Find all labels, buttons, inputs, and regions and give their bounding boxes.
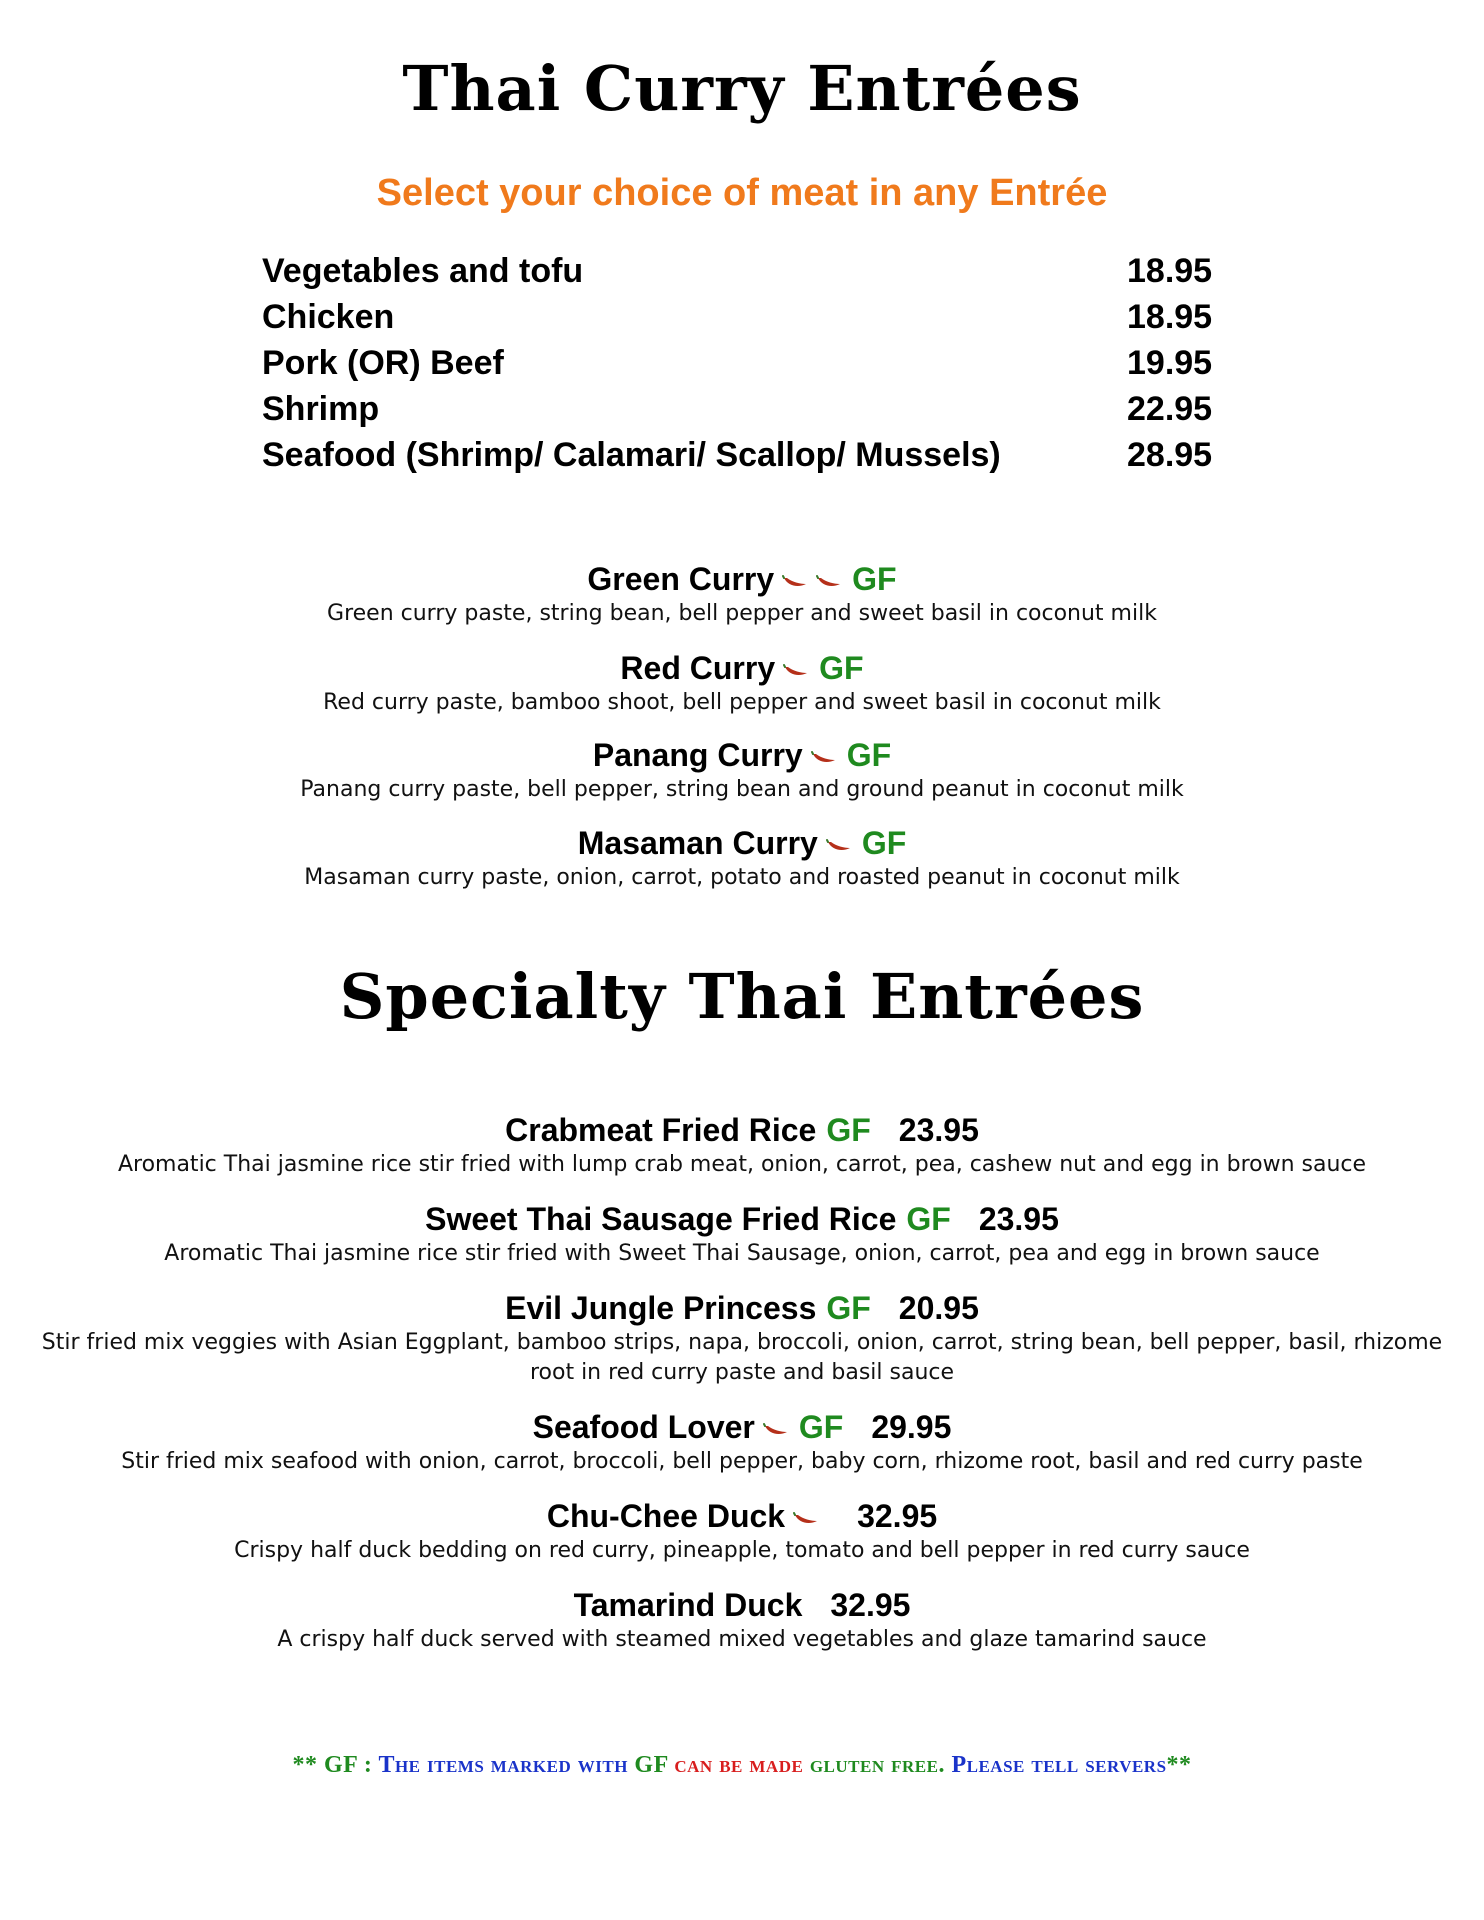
dish-name: Chu-Chee Duck bbox=[546, 1498, 786, 1534]
dish-name: Crabmeat Fried Rice bbox=[505, 1112, 817, 1148]
chili-pepper-icon bbox=[811, 751, 837, 765]
gluten-free-badge: GF bbox=[861, 825, 907, 861]
meat-row bbox=[262, 294, 1217, 340]
meat-price-list bbox=[262, 248, 1217, 478]
meat-name: Chicken bbox=[262, 298, 395, 336]
dish-description: Stir fried mix veggies with Asian Eggplant, bamboo strips, napa, broccoli, onion, carrot, string bean, bell pepper, basil, rhizome root in red curry paste and basil sauce bbox=[41, 1330, 1443, 1385]
dish-description: Masaman curry paste, onion, carrot, potato and roasted peanut in coconut milk bbox=[304, 865, 1180, 890]
gluten-free-footer-note bbox=[0, 1752, 1484, 1779]
dish-description: Aromatic Thai jasmine rice stir fried with lump crab meat, onion, carrot, pea, cashew nut and egg in brown sauce bbox=[117, 1152, 1367, 1177]
gluten-free-badge: GF bbox=[846, 737, 892, 773]
dish-name: Tamarind Duck bbox=[573, 1587, 803, 1623]
meat-price: 18.95 bbox=[1127, 298, 1213, 336]
dish-description: Aromatic Thai jasmine rice stir fried with Sweet Thai Sausage, onion, carrot, pea and egg in brown sauce bbox=[164, 1241, 1320, 1266]
meat-name: Pork (OR) Beef bbox=[262, 344, 504, 382]
dish-name: Sweet Thai Sausage Fried Rice bbox=[425, 1201, 897, 1237]
footer-text: can be made bbox=[674, 1752, 810, 1778]
dish-price: 29.95 bbox=[871, 1409, 952, 1445]
dish-name: Evil Jungle Princess bbox=[505, 1290, 817, 1326]
gluten-free-badge: GF bbox=[826, 1290, 871, 1326]
dish-price: 23.95 bbox=[898, 1112, 979, 1148]
dish-price: 20.95 bbox=[898, 1290, 979, 1326]
footer-text: gluten free. bbox=[809, 1752, 952, 1778]
meat-name: Vegetables and tofu bbox=[262, 252, 584, 290]
meat-row bbox=[262, 340, 1217, 386]
footer-gf-prefix: ** GF : bbox=[292, 1752, 379, 1778]
footer-text: The items marked with bbox=[378, 1752, 635, 1778]
meat-row bbox=[262, 248, 1217, 294]
specialty-item bbox=[0, 1288, 1484, 1388]
specialty-item bbox=[0, 1110, 1484, 1180]
dish-name: Masaman Curry bbox=[577, 825, 818, 861]
specialty-item bbox=[0, 1496, 1484, 1566]
dish-description: Stir fried mix seafood with onion, carrot, broccoli, bell pepper, baby corn, rhizome root, basil and red curry paste bbox=[121, 1449, 1363, 1474]
footer-text: Please tell servers bbox=[951, 1752, 1167, 1778]
footer-gf: GF bbox=[634, 1752, 675, 1778]
curry-section-title: Thai Curry Entrées bbox=[402, 52, 1082, 125]
chili-pepper-icon bbox=[816, 575, 842, 589]
dish-description: A crispy half duck served with steamed mixed vegetables and glaze tamarind sauce bbox=[277, 1627, 1207, 1652]
dish-name: Panang Curry bbox=[592, 737, 803, 773]
meat-name: Seafood (Shrimp/ Calamari/ Scallop/ Mussels) bbox=[262, 436, 1001, 474]
curry-section-subtitle: Select your choice of meat in any Entrée bbox=[376, 172, 1108, 214]
gluten-free-badge: GF bbox=[819, 650, 864, 686]
chili-pepper-icon bbox=[782, 575, 808, 589]
dish-name: Red Curry bbox=[620, 650, 776, 686]
curry-item-green bbox=[0, 559, 1484, 629]
specialty-section-title: Specialty Thai Entrées bbox=[339, 960, 1145, 1033]
chili-pepper-icon bbox=[826, 839, 852, 853]
gluten-free-badge: GF bbox=[852, 561, 897, 597]
meat-price: 22.95 bbox=[1127, 390, 1213, 428]
dish-description: Panang curry paste, bell pepper, string bean and ground peanut in coconut milk bbox=[300, 777, 1184, 802]
specialty-item bbox=[0, 1585, 1484, 1655]
specialty-item bbox=[0, 1407, 1484, 1477]
footer-suffix: ** bbox=[1166, 1752, 1192, 1778]
gluten-free-badge: GF bbox=[798, 1409, 844, 1445]
curry-item-masaman bbox=[0, 823, 1484, 893]
dish-price: 32.95 bbox=[830, 1587, 911, 1623]
dish-description: Red curry paste, bamboo shoot, bell pepper and sweet basil in coconut milk bbox=[323, 690, 1161, 715]
dish-description: Green curry paste, string bean, bell pepper and sweet basil in coconut milk bbox=[327, 601, 1157, 626]
dish-price: 23.95 bbox=[978, 1201, 1059, 1237]
curry-item-panang bbox=[0, 735, 1484, 805]
meat-name: Shrimp bbox=[262, 390, 380, 428]
specialty-item bbox=[0, 1199, 1484, 1269]
chili-pepper-icon bbox=[793, 1512, 819, 1526]
chili-pepper-icon bbox=[783, 664, 809, 678]
dish-name: Seafood Lover bbox=[532, 1409, 755, 1445]
meat-price: 18.95 bbox=[1127, 252, 1213, 290]
meat-row bbox=[262, 432, 1217, 478]
curry-item-red bbox=[0, 648, 1484, 718]
meat-price: 19.95 bbox=[1127, 344, 1213, 382]
gluten-free-badge: GF bbox=[906, 1201, 951, 1237]
dish-price: 32.95 bbox=[857, 1498, 938, 1534]
dish-description: Crispy half duck bedding on red curry, pineapple, tomato and bell pepper in red curry sauce bbox=[234, 1538, 1250, 1563]
meat-price: 28.95 bbox=[1127, 436, 1213, 474]
chili-pepper-icon bbox=[763, 1423, 789, 1437]
dish-name: Green Curry bbox=[587, 561, 775, 597]
meat-row bbox=[262, 386, 1217, 432]
gluten-free-badge: GF bbox=[826, 1112, 871, 1148]
